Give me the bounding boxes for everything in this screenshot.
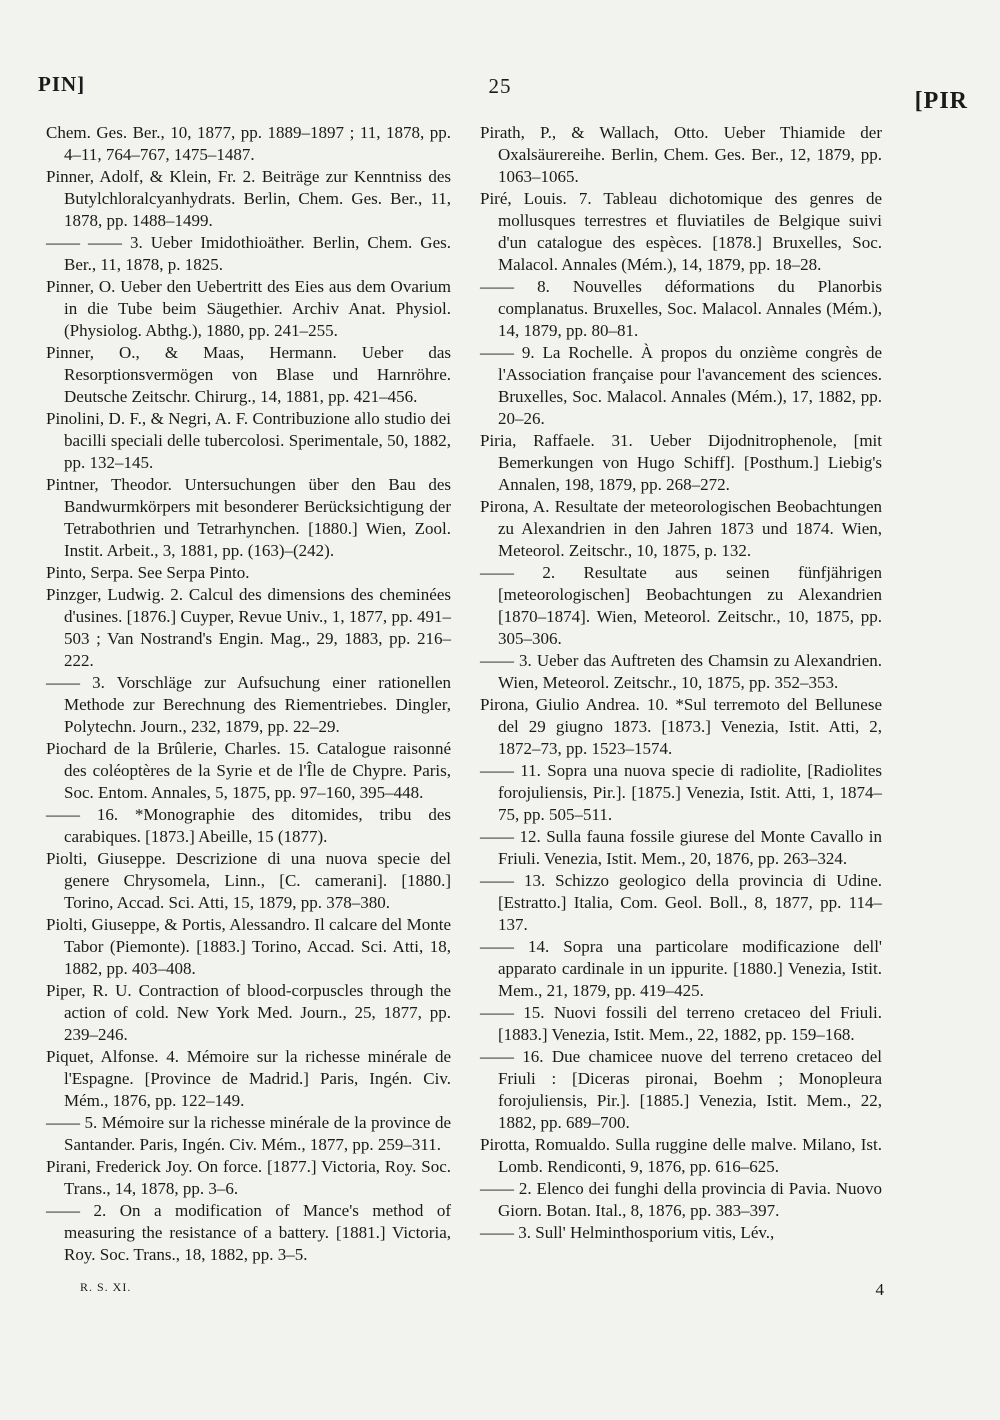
entry: —— 13. Schizzo geologico della provincia di Udine. [Estratto.] Italia, Com. Geol. Boll., 8, 1877, pp. 114–137. bbox=[480, 871, 882, 934]
entry: Pirani, Frederick Joy. On force. [1877.] Victoria, Roy. Soc. Trans., 14, 1878, pp. 3–6. bbox=[46, 1157, 451, 1198]
entry: —— 12. Sulla fauna fossile giurese del Monte Cavallo in Friuli. Venezia, Istit. Mem., 20, 1876, pp. 263–324. bbox=[480, 827, 882, 868]
page-number: 25 bbox=[488, 74, 512, 98]
entry: —— 2. Elenco dei funghi della provincia di Pavia. Nuovo Giorn. Botan. Ital., 8, 1876, pp. 383–397. bbox=[480, 1179, 882, 1220]
running-head-right: [PIR bbox=[914, 88, 968, 114]
entry: —— 15. Nuovi fossili del terreno cretaceo del Friuli. [1883.] Venezia, Istit. Mem., 22, 1882, pp. 159–168. bbox=[480, 1003, 882, 1044]
entry: Pirona, A. Resultate der meteorologischen Beobachtungen zu Alexandrien in den Jahren 1873 und 1874. Wien, Meteorol. Zeitschr., 10, 1875, p. 132. bbox=[480, 497, 882, 560]
right-column bbox=[480, 122, 882, 1244]
entry: Pinner, O., & Maas, Hermann. Ueber das Resorptionsvermögen von Blase und Harnröhre. Deutsche Zeitschr. Chirurg., 14, 1881, pp. 421–456. bbox=[46, 343, 451, 406]
entry: Chem. Ges. Ber., 10, 1877, pp. 1889–1897 ; 11, 1878, pp. 4–11, 764–767, 1475–1487. bbox=[46, 123, 451, 164]
entry: Pinto, Serpa. See Serpa Pinto. bbox=[46, 563, 250, 582]
entry: —— 16. *Monographie des ditomides, tribu des carabiques. [1873.] Abeille, 15 (1877). bbox=[46, 805, 451, 846]
entry: —— 5. Mémoire sur la richesse minérale de la province de Santander. Paris, Ingén. Civ. Mém., 1877, pp. 259–311. bbox=[46, 1113, 451, 1154]
entry: Pirotta, Romualdo. Sulla ruggine delle malve. Milano, Ist. Lomb. Rendiconti, 9, 1876, pp. 616–625. bbox=[480, 1135, 882, 1176]
entry: —— 8. Nouvelles déformations du Planorbis complanatus. Bruxelles, Soc. Malacol. Annales (Mém.), 14, 1879, pp. 80–81. bbox=[480, 277, 882, 340]
entry: Piria, Raffaele. 31. Ueber Dijodnitrophenole, [mit Bemerkungen von Hugo Schiff]. [Posthum.] Liebig's Annalen, 198, 1879, pp. 268–272. bbox=[480, 431, 882, 494]
entry: —— 3. Vorschläge zur Aufsuchung einer rationellen Methode zur Berechnung des Riementriebes. Dingler, Polytechn. Journ., 232, 1879, pp. 22–29. bbox=[46, 673, 451, 736]
entry: Pinner, O. Ueber den Uebertritt des Eies aus dem Ovarium in die Tube beim Säugethier. Archiv Anat. Physiol. (Physiolog. Abthg.), 1880, pp. 241–255. bbox=[46, 277, 451, 340]
entry: —— 3. Ueber das Auftreten des Chamsin zu Alexandrien. Wien, Meteorol. Zeitschr., 10, 1875, pp. 352–353. bbox=[480, 651, 882, 692]
entry: —— 2. On a modification of Mance's method of measuring the resistance of a battery. [1881.] Victoria, Roy. Soc. Trans., 18, 1882, pp. 3–5. bbox=[46, 1201, 451, 1264]
entry: Piper, R. U. Contraction of blood-corpuscles through the action of cold. New York Med. Journ., 25, 1877, pp. 239–246. bbox=[46, 981, 451, 1044]
entry: —— 14. Sopra una particolare modificazione dell' apparato cardinale in un ippurite. [1880.] Venezia, Istit. Mem., 21, 1879, pp. 419–425. bbox=[480, 937, 882, 1000]
entry: Pirath, P., & Wallach, Otto. Ueber Thiamide der Oxalsäurereihe. Berlin, Chem. Ges. Ber., 12, 1879, pp. 1063–1065. bbox=[480, 123, 882, 186]
entry: Piolti, Giuseppe, & Portis, Alessandro. Il calcare del Monte Tabor (Piemonte). [1883.] Torino, Accad. Sci. Atti, 18, 1882, pp. 403–408. bbox=[46, 915, 451, 978]
entry: —— 3. Sull' Helminthosporium vitis, Lév., bbox=[480, 1223, 775, 1242]
signature-mark: R. S. XI. bbox=[80, 1280, 132, 1294]
entry: Pinolini, D. F., & Negri, A. F. Contribuzione allo studio dei bacilli speciali delle tubercolosi. Sperimentale, 50, 1882, pp. 132–145. bbox=[46, 409, 451, 472]
entry: Piré, Louis. 7. Tableau dichotomique des genres de mollusques terrestres et fluviatiles de Belgique suivi d'un catalogue des espèces. [1878.] Bruxelles, Soc. Malacol. Annales (Mém.), 14, 1879, pp. 18–28. bbox=[480, 189, 882, 274]
entry: Pinzger, Ludwig. 2. Calcul des dimensions des cheminées d'usines. [1876.] Cuyper, Revue Univ., 1, 1877, pp. 491–503 ; Van Nostrand's Engin. Mag., 29, 1883, pp. 216–222. bbox=[46, 585, 451, 670]
running-head-left: PIN] bbox=[38, 72, 86, 96]
entry: —— 11. Sopra una nuova specie di radiolite, [Radiolites forojuliensis, Pir.]. [1875.] Venezia, Istit. Atti, 1, 1874–75, pp. 505–511. bbox=[480, 761, 882, 824]
entry: Pirona, Giulio Andrea. 10. *Sul terremoto del Bellunese del 29 giugno 1873. [1873.] Venezia, Istit. Atti, 2, 1872–73, pp. 1523–1574. bbox=[480, 695, 882, 758]
entry: Piquet, Alfonse. 4. Mémoire sur la richesse minérale de l'Espagne. [Province de Madrid.] Paris, Ingén. Civ. Mém., 1876, pp. 122–149. bbox=[46, 1047, 451, 1110]
entry: Piolti, Giuseppe. Descrizione di una nuova specie del genere Chrysomela, Linn., [C. camerani]. [1880.] Torino, Accad. Sci. Atti, 15, 1879, pp. 378–380. bbox=[46, 849, 451, 912]
entry: —— 9. La Rochelle. À propos du onzième congrès de l'Association française pour l'avancement des sciences. Bruxelles, Soc. Malacol. Annales (Mém.), 17, 1882, pp. 20–26. bbox=[480, 343, 882, 428]
entry: Piochard de la Brûlerie, Charles. 15. Catalogue raisonné des coléoptères de la Syrie et de l'Île de Chypre. Paris, Soc. Entom. Annales, 5, 1875, pp. 97–160, 395–448. bbox=[46, 739, 451, 802]
entry: Pinner, Adolf, & Klein, Fr. 2. Beiträge zur Kenntniss des Butylchloralcyanhydrats. Berlin, Chem. Ges. Ber., 11, 1878, pp. 1488–1499. bbox=[46, 167, 451, 230]
sheet-number: 4 bbox=[875, 1280, 884, 1299]
entry: —— 16. Due chamicee nuove del terreno cretaceo del Friuli : [Diceras pironai, Boehm ; Monopleura forojuliensis, Pir.]. [1885.] Venezia, Istit. Mem., 22, 1882, pp. 689–700. bbox=[480, 1047, 882, 1132]
left-column bbox=[46, 122, 451, 1266]
entry: —— 2. Resultate aus seinen fünfjährigen [meteorologischen] Beobachtungen zu Alexandrien [1870–1874]. Wien, Meteorol. Zeitschr., 10, 1875, pp. 305–306. bbox=[480, 563, 882, 648]
entry: Pintner, Theodor. Untersuchungen über den Bau des Bandwurmkörpers mit besonderer Berücksichtigung der Tetrabothrien und Tetrarhynchen. [1880.] Wien, Zool. Instit. Arbeit., 3, 1881, pp. (163)–(242). bbox=[46, 475, 451, 560]
entry: —— —— 3. Ueber Imidothioäther. Berlin, Chem. Ges. Ber., 11, 1878, p. 1825. bbox=[46, 233, 451, 274]
